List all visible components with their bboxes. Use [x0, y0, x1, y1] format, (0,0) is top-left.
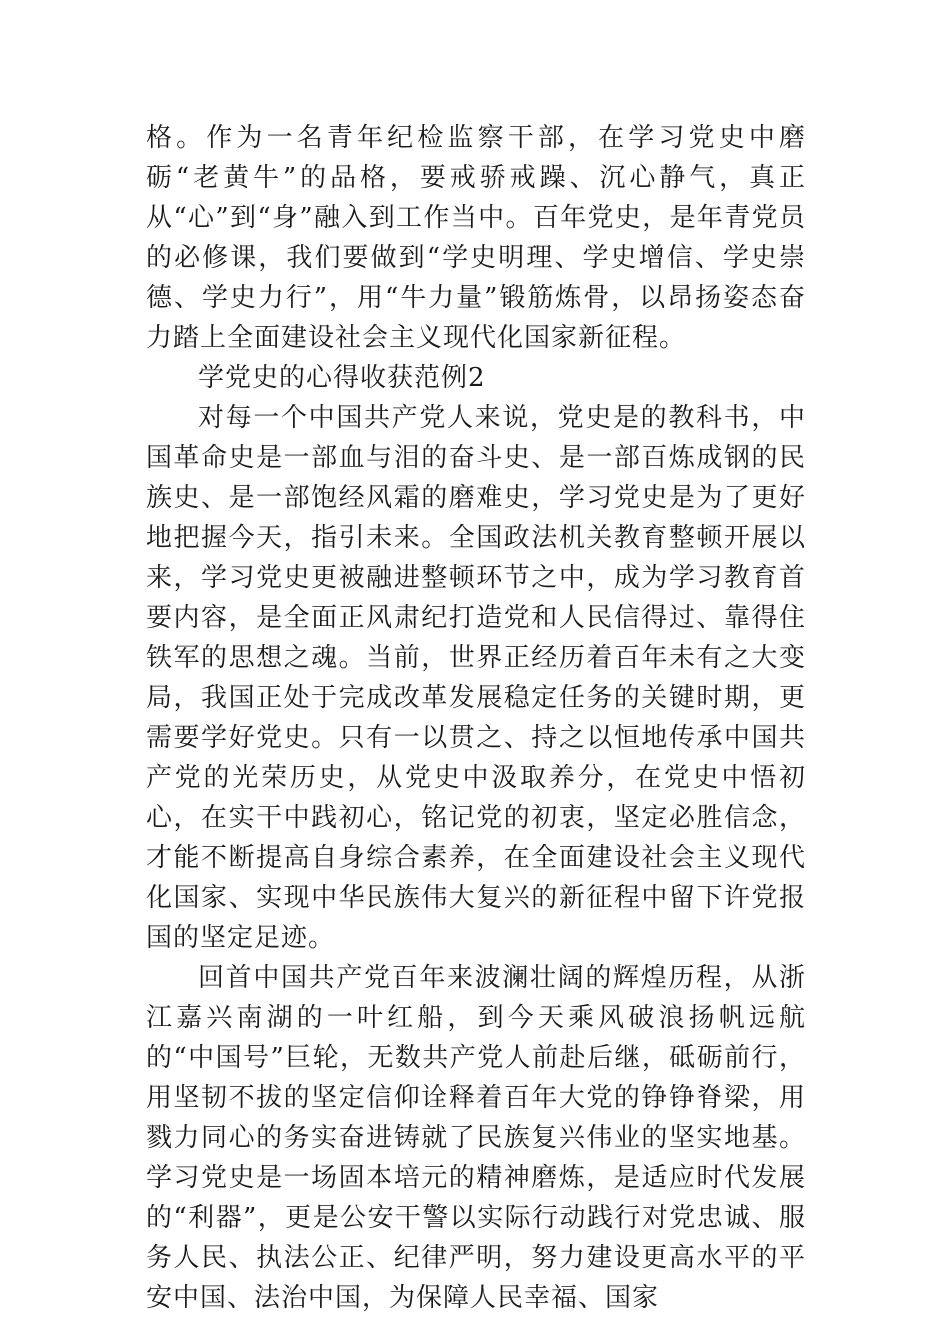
section-heading: 学党史的心得收获范例2 — [198, 363, 486, 393]
paragraph: 对每一个中国共产党人来说，党史是的教科书，中国革命史是一部血与泪的奋斗史、是一部百炼成钢的民族史、是一部饱经风霜的磨难史，学习党史是为了更好地把握今天，指引未来。全国政法机关教育整顿开展以来，学习党史更被融进整顿环节之中，成为学习教育首要内容，是全面正风肃纪打造党和人民信得过、靠得住铁军的思想之魂。当前，世界正经历着百年未有之大变局，我国正处于完成改革发展稳定任务的关键时期，更需要学好党史。只有一以贯之、持之以恒地传承中国共产党的光荣历史，从党史中汲取养分，在党史中悟初心，在实干中践初心，铭记党的初衷，坚定必胜信念，才能不断提高自身综合素养，在全面建设社会主义现代化国家、实现中华民族伟大复兴的新征程中留下许党报国的坚定足迹。 — [146, 403, 806, 953]
paragraph-continued: 格。作为一名青年纪检监察干部，在学习党史中磨砺“老黄牛”的品格，要戒骄戒躁、沉心静气，真正从“心”到“身”融入到工作当中。百年党史，是年青党员的必修课，我们要做到“学史明理、学史增信、学史崇德、学史力行”，用“牛力量”锻筋炼骨，以昂扬姿态奋力踏上全面建设社会主义现代化国家新征程。 — [146, 123, 806, 353]
paragraph: 回首中国共产党百年来波澜壮阔的辉煌历程，从浙江嘉兴南湖的一叶红船，到今天乘风破浪扬帆远航的“中国号”巨轮，无数共产党人前赴后继，砥砺前行，用坚韧不拔的坚定信仰诠释着百年大党的铮铮脊梁，用戮力同心的务实奋进铸就了民族复兴伟业的坚实地基。学习党史是一场固本培元的精神磨炼，是适应时代发展的“利器”，更是公安干警以实际行动践行对党忠诚、服务人民、执法公正、纪律严明，努力建设更高水平的平安中国、法治中国，为保障人民幸福、国家 — [146, 963, 806, 1313]
document-body — [146, 118, 806, 1318]
